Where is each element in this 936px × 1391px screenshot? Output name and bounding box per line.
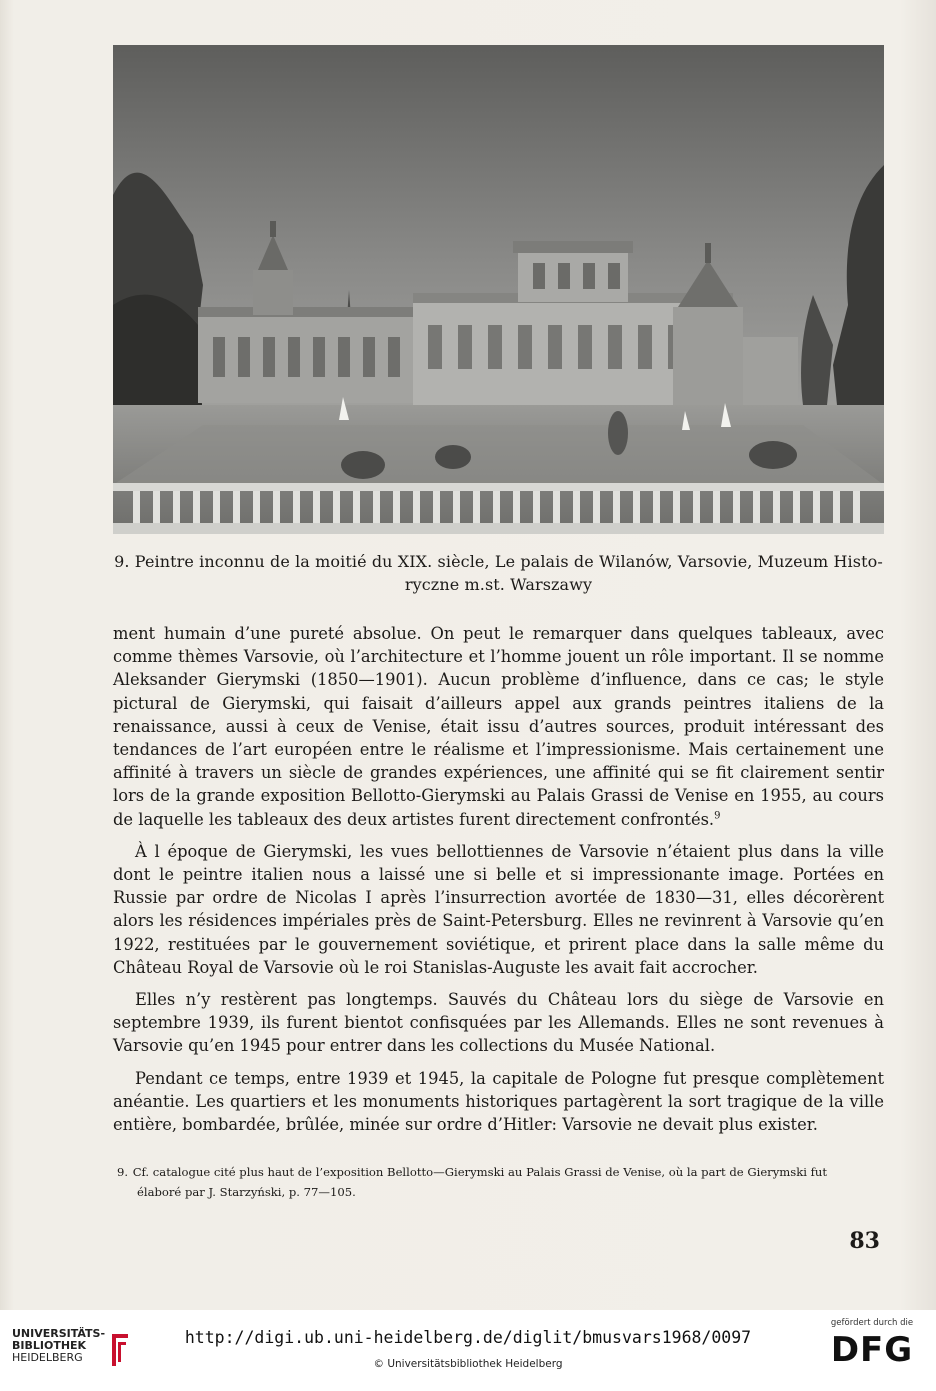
palace-illustration (113, 45, 884, 534)
footnote-line-2: élaboré par J. Starzyński, p. 77—105. (137, 1185, 356, 1199)
caption-line-1: 9. Peintre inconnu de la moitié du XIX. siècle, Le palais de Wilanów, Varsovie, Muzeum Histo- (114, 552, 883, 571)
footnote-number: 9. (117, 1165, 129, 1179)
dfg-wordmark: DFG (830, 1330, 914, 1370)
paragraph-3: Elles n’y restèrent pas longtemps. Sauvés du Château lors du siège de Varsovie en septembre 1939, ils furent bientot confisquées par les Allemands. Elles ne sont revenues à Varsovie qu’en 1945 pour entrer dans les collections du Musée National. (113, 990, 884, 1056)
dfg-funding-label: gefördert durch die (830, 1318, 914, 1328)
paragraph-1 (113, 622, 884, 831)
main-text (113, 622, 884, 1145)
permalink-url[interactable]: http://digi.ub.uni-heidelberg.de/diglit/bmusvars1968/0097 (184, 1328, 752, 1347)
ub-line-1: UNIVERSITÄTS- (12, 1327, 106, 1340)
footnote-line-1 (117, 1162, 884, 1182)
footnote-text-1: Cf. catalogue cité plus haut de l’exposition Bellotto—Gierymski au Palais Grassi de Venise, où la part de Gierymski fut (132, 1165, 828, 1179)
paragraph-2: À l époque de Gierymski, les vues bellottiennes de Varsovie n’étaient plus dans la ville dont le peintre italien nous a laissé une si belle et si impressionante image. Portées en Russie par ordre de Nicolas I après l’insurrection avortée de 1830—31, elles décorèrent alors les résidences impériales près de Saint-Petersburg. Elles ne revinrent à Varsovie qu’en 1922, restituées par le gouvernement soviétique, et prirent place dans la salle même du Château Royal de Varsovie où le roi Stanislas-Auguste les avait fait accrocher. (113, 841, 884, 977)
page-number: 83 (849, 1228, 880, 1254)
ub-line-3: HEIDELBERG (12, 1351, 83, 1364)
figure-image-wilanow-palace (113, 45, 884, 534)
paragraph-4: Pendant ce temps, entre 1939 et 1945, la capitale de Pologne fut presque complètement anéantie. Les quartiers et les monuments historiques partagèrent la sort tragique de la ville entière, bombardée, brûlée, minée sur ordre d’Hitler: Varsovie ne devait plus exister. (113, 1068, 884, 1135)
ub-line-2: BIBLIOTHEK (12, 1339, 87, 1352)
figure-caption (113, 550, 884, 596)
dfg-logo[interactable] (824, 1318, 920, 1384)
footnote-ref-9[interactable]: 9 (714, 810, 721, 822)
footnote (117, 1162, 884, 1202)
paragraph-1-text: ment humain d’une pureté absolue. On peut le remarquer dans quelques tableaux, avec comme thèmes Varsovie, où l’architecture et l’homme jouent un rôle important. Il se nomme Aleksander Gierymski (1850—1901). Aucun problème d’influence, dans ce cas; le style pictural de Gierymski, qui faisait d’ailleurs appel aux grands peintres italiens de la renaissance, aussi à ceux de Venise, était issu d’autres sources, produit intéressant des tendances de l’art européen entre le réalisme et l’impressionisme. Mais certainement une affinité à travers un siècle de grandes expériences, une affinité qui se fit clairement sentir lors de la grande exposition Bellotto-Gierymski au Palais Grassi de Venise en 1955, au cours de laquelle les tableaux des deux artistes furent directement confrontés. (113, 624, 884, 829)
copyright-notice: © Universitätsbibliothek Heidelberg (373, 1358, 563, 1370)
caption-line-2: ryczne m.st. Warszawy (404, 575, 593, 594)
footer-bar (0, 1310, 936, 1391)
